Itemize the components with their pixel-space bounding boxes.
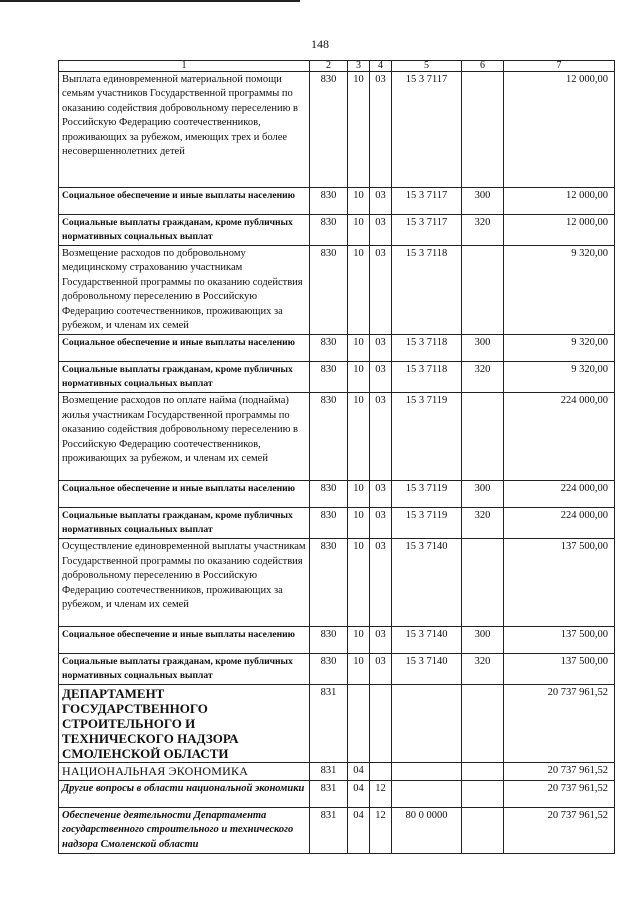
col4-cell: 03 — [370, 627, 392, 654]
col2-cell: 830 — [310, 188, 348, 215]
col2-cell: 830 — [310, 215, 348, 246]
col3-cell: 10 — [348, 246, 370, 335]
table-row — [59, 481, 615, 508]
col3-cell — [348, 685, 370, 763]
col6-cell — [462, 685, 504, 763]
col5-cell: 15 3 7117 — [392, 188, 462, 215]
col7-cell: 224 000,00 — [504, 393, 615, 481]
table-row — [59, 215, 615, 246]
row-name-cell: Выплата единовременной материальной помощи семьям участников Государственной программы по оказанию содействия добровольному переселению в Российскую Федерацию соотечественников, проживающих за рубежом, имеющих трех и более несовершеннолетних детей — [59, 72, 310, 188]
col7-cell: 12 000,00 — [504, 188, 615, 215]
column-header: 2 — [310, 61, 348, 72]
col4-cell: 03 — [370, 335, 392, 362]
col4-cell: 03 — [370, 188, 392, 215]
col6-cell — [462, 807, 504, 853]
table-row — [59, 763, 615, 780]
col6-cell — [462, 72, 504, 188]
column-header: 4 — [370, 61, 392, 72]
col7-cell: 137 500,00 — [504, 654, 615, 685]
row-name-cell: Осуществление единовременной выплаты участникам Государственной программы по оказанию содействия добровольному переселению в Российскую Федерацию соотечественников, проживающих за рубежом, и членам их семей — [59, 539, 310, 627]
col6-cell — [462, 780, 504, 807]
col3-cell: 10 — [348, 215, 370, 246]
col5-cell — [392, 763, 462, 780]
col6-cell: 300 — [462, 335, 504, 362]
col6-cell: 320 — [462, 508, 504, 539]
col2-cell: 831 — [310, 685, 348, 763]
col3-cell: 04 — [348, 763, 370, 780]
table-row — [59, 627, 615, 654]
row-name-cell: Социальное обеспечение и иные выплаты населению — [59, 335, 310, 362]
col6-cell — [462, 246, 504, 335]
column-header: 7 — [504, 61, 615, 72]
row-name-cell: Другие вопросы в области национальной экономики — [59, 780, 310, 807]
row-name-cell: Социальные выплаты гражданам, кроме публичных нормативных социальных выплат — [59, 362, 310, 393]
col6-cell: 320 — [462, 362, 504, 393]
row-name-cell: Социальное обеспечение и иные выплаты населению — [59, 481, 310, 508]
col3-cell: 10 — [348, 72, 370, 188]
col6-cell: 300 — [462, 627, 504, 654]
col5-cell: 80 0 0000 — [392, 807, 462, 853]
col3-cell: 10 — [348, 335, 370, 362]
col3-cell: 10 — [348, 188, 370, 215]
top-rule — [0, 0, 300, 2]
col7-cell: 137 500,00 — [504, 539, 615, 627]
col2-cell: 831 — [310, 763, 348, 780]
col3-cell: 04 — [348, 807, 370, 853]
col2-cell: 830 — [310, 393, 348, 481]
table-row — [59, 246, 615, 335]
row-name-cell: Возмещение расходов по добровольному медицинскому страхованию участникам Государственной программы по оказанию содействия добровольному переселению в Российскую Федерацию соотечественников, проживающих за рубежом, и членам их семей — [59, 246, 310, 335]
col4-cell: 03 — [370, 481, 392, 508]
row-name-cell: НАЦИОНАЛЬНАЯ ЭКОНОМИКА — [59, 763, 310, 780]
col5-cell: 15 3 7140 — [392, 539, 462, 627]
col4-cell: 03 — [370, 72, 392, 188]
col6-cell: 320 — [462, 654, 504, 685]
col5-cell: 15 3 7118 — [392, 246, 462, 335]
col5-cell: 15 3 7119 — [392, 393, 462, 481]
col3-cell: 10 — [348, 508, 370, 539]
col6-cell: 300 — [462, 188, 504, 215]
table-row — [59, 539, 615, 627]
col2-cell: 830 — [310, 654, 348, 685]
col5-cell — [392, 685, 462, 763]
table-row — [59, 654, 615, 685]
row-name-cell: Социальное обеспечение и иные выплаты населению — [59, 627, 310, 654]
col7-cell: 224 000,00 — [504, 481, 615, 508]
row-name-cell: Обеспечение деятельности Департамента государственного строительного и технического надзора Смоленской области — [59, 807, 310, 853]
col6-cell — [462, 539, 504, 627]
col7-cell: 9 320,00 — [504, 246, 615, 335]
row-name-cell: Социальные выплаты гражданам, кроме публичных нормативных социальных выплат — [59, 508, 310, 539]
col5-cell: 15 3 7119 — [392, 481, 462, 508]
column-header: 3 — [348, 61, 370, 72]
col3-cell: 04 — [348, 780, 370, 807]
col7-cell: 9 320,00 — [504, 335, 615, 362]
col7-cell: 224 000,00 — [504, 508, 615, 539]
col6-cell: 300 — [462, 481, 504, 508]
col7-cell: 9 320,00 — [504, 362, 615, 393]
col2-cell: 830 — [310, 539, 348, 627]
table-row — [59, 188, 615, 215]
column-header: 5 — [392, 61, 462, 72]
page-number: 148 — [311, 37, 329, 51]
col2-cell: 830 — [310, 246, 348, 335]
col4-cell: 03 — [370, 654, 392, 685]
col2-cell: 830 — [310, 481, 348, 508]
col5-cell: 15 3 7118 — [392, 335, 462, 362]
col3-cell: 10 — [348, 362, 370, 393]
col3-cell: 10 — [348, 481, 370, 508]
col2-cell: 831 — [310, 780, 348, 807]
row-name-cell: ДЕПАРТАМЕНТ ГОСУДАРСТВЕННОГО СТРОИТЕЛЬНОГО И ТЕХНИЧЕСКОГО НАДЗОРА СМОЛЕНСКОЙ ОБЛАСТИ — [59, 685, 310, 763]
col4-cell — [370, 763, 392, 780]
col4-cell: 03 — [370, 393, 392, 481]
table-row — [59, 362, 615, 393]
col2-cell: 830 — [310, 627, 348, 654]
col3-cell: 10 — [348, 539, 370, 627]
col5-cell: 15 3 7118 — [392, 362, 462, 393]
col7-cell: 20 737 961,52 — [504, 780, 615, 807]
col6-cell — [462, 393, 504, 481]
col4-cell — [370, 685, 392, 763]
header-row — [59, 61, 615, 72]
col5-cell: 15 3 7140 — [392, 627, 462, 654]
col6-cell — [462, 763, 504, 780]
col4-cell: 03 — [370, 508, 392, 539]
row-name-cell: Социальные выплаты гражданам, кроме публичных нормативных социальных выплат — [59, 654, 310, 685]
col3-cell: 10 — [348, 393, 370, 481]
col5-cell: 15 3 7117 — [392, 215, 462, 246]
col5-cell: 15 3 7119 — [392, 508, 462, 539]
col3-cell: 10 — [348, 627, 370, 654]
table-row — [59, 780, 615, 807]
table-row — [59, 393, 615, 481]
col2-cell: 830 — [310, 362, 348, 393]
row-name-cell: Социальные выплаты гражданам, кроме публичных нормативных социальных выплат — [59, 215, 310, 246]
budget-table-wrapper — [58, 60, 614, 854]
col7-cell: 20 737 961,52 — [504, 685, 615, 763]
col7-cell: 12 000,00 — [504, 72, 615, 188]
col2-cell: 830 — [310, 72, 348, 188]
column-header: 1 — [59, 61, 310, 72]
col4-cell: 03 — [370, 215, 392, 246]
table-row — [59, 807, 615, 853]
col7-cell: 20 737 961,52 — [504, 807, 615, 853]
col7-cell: 20 737 961,52 — [504, 763, 615, 780]
row-name-cell: Социальное обеспечение и иные выплаты населению — [59, 188, 310, 215]
col2-cell: 830 — [310, 335, 348, 362]
column-header: 6 — [462, 61, 504, 72]
col7-cell: 12 000,00 — [504, 215, 615, 246]
col7-cell: 137 500,00 — [504, 627, 615, 654]
col4-cell: 03 — [370, 246, 392, 335]
budget-table — [58, 60, 615, 854]
col2-cell: 830 — [310, 508, 348, 539]
row-name-cell: Возмещение расходов по оплате найма (поднайма) жилья участникам Государственной программы по оказанию содействия добровольному переселению в Российскую Федерацию соотечественников, проживающих за рубежом, и членам их семей — [59, 393, 310, 481]
col5-cell: 15 3 7140 — [392, 654, 462, 685]
col6-cell: 320 — [462, 215, 504, 246]
table-row — [59, 508, 615, 539]
col5-cell — [392, 780, 462, 807]
col3-cell: 10 — [348, 654, 370, 685]
col4-cell: 03 — [370, 362, 392, 393]
col4-cell: 12 — [370, 780, 392, 807]
col4-cell: 12 — [370, 807, 392, 853]
col4-cell: 03 — [370, 539, 392, 627]
table-row — [59, 72, 615, 188]
col2-cell: 831 — [310, 807, 348, 853]
table-row — [59, 685, 615, 763]
table-row — [59, 335, 615, 362]
col5-cell: 15 3 7117 — [392, 72, 462, 188]
